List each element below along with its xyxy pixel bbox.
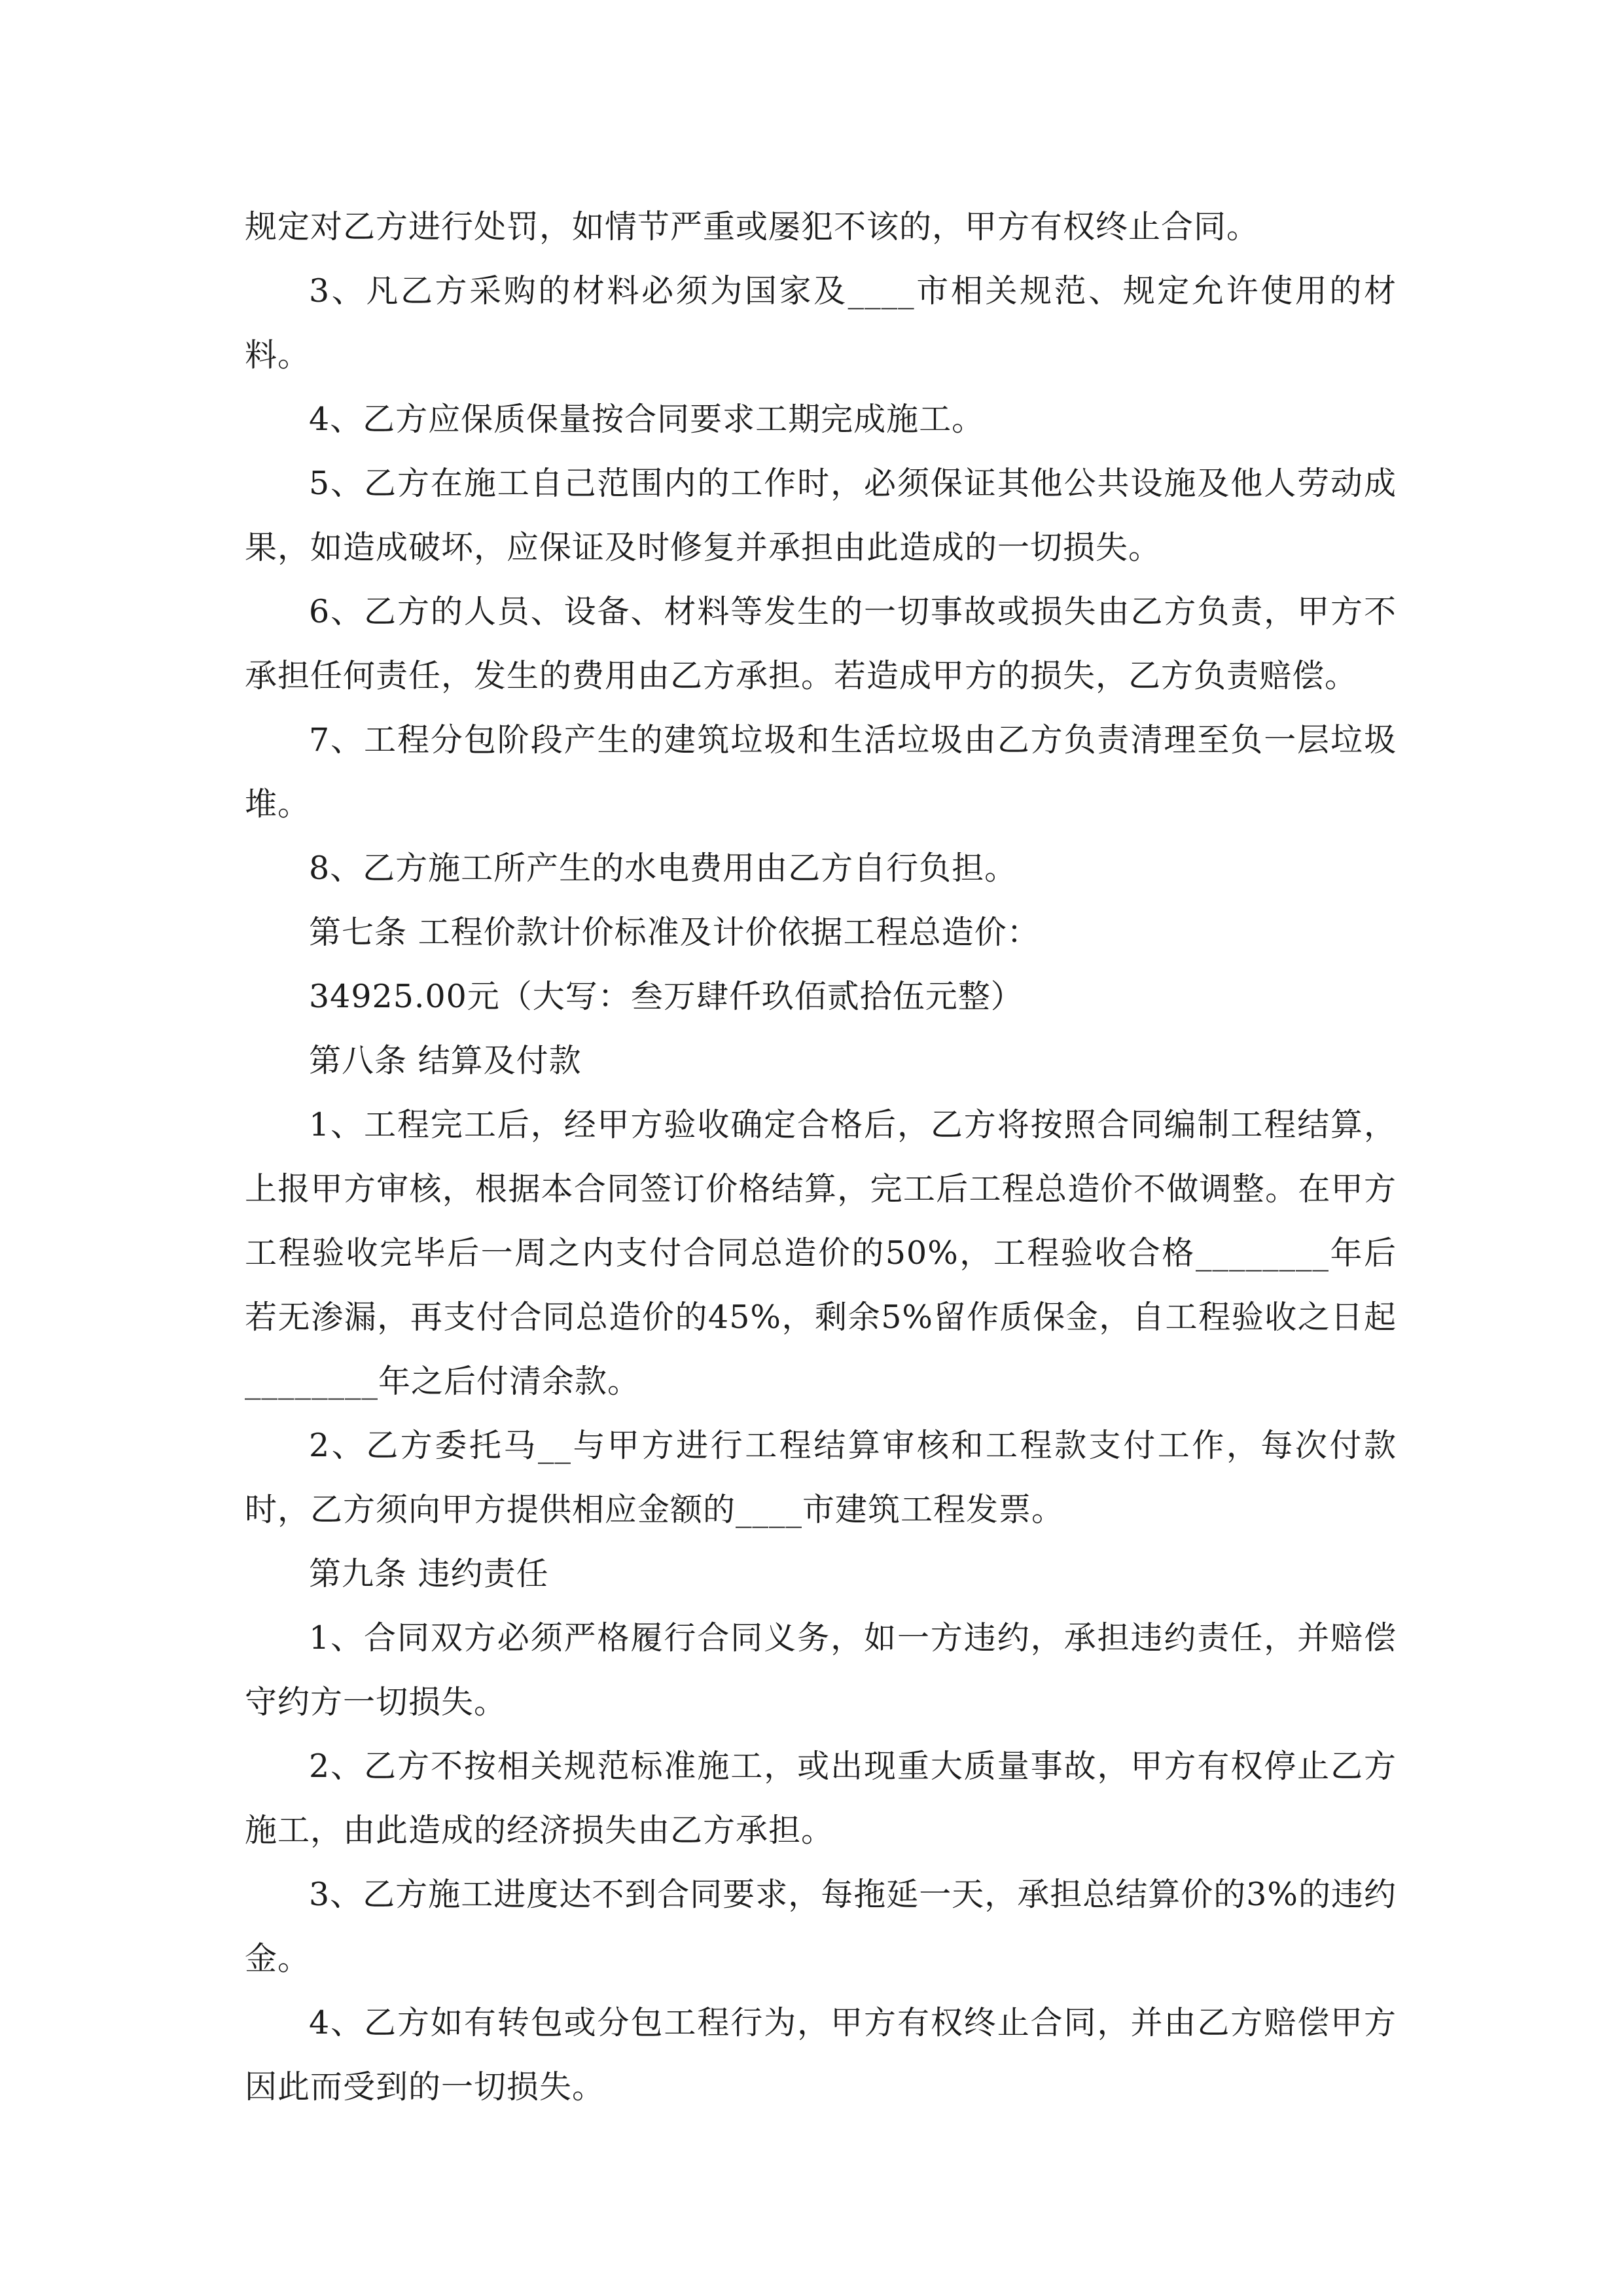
heading-article-7: 第七条 工程价款计价标准及计价依据工程总造价： xyxy=(309,914,1040,951)
paragraph-penalty-continuation: 规定对乙方进行处罚，如情节严重或屡犯不该的，甲方有权终止合同。 xyxy=(245,208,1260,245)
paragraph-clause-7-waste: 7、工程分包阶段产生的建筑垃圾和生活垃圾由乙方负责清理至负一层垃圾堆。 xyxy=(245,721,1397,823)
paragraph-settlement-1: 1、工程完工后，经甲方验收确定合格后，乙方将按照合同编制工程结算，上报甲方审核，根据本合同签订价格结算，完工后工程总造价不做调整。在甲方工程验收完毕后一周之内支付合同总造价的50%，工程验收合格________年后若无渗漏，再支付合同总造价的45%，剩余5%留作质保金，自工程验收之日起________年之后付清余款。 xyxy=(245,1106,1397,1400)
paragraph-breach-4: 4、乙方如有转包或分包工程行为，甲方有权终止合同，并由乙方赔偿甲方因此而受到的一切损失。 xyxy=(245,2004,1397,2106)
paragraph-clause-3-materials: 3、凡乙方采购的材料必须为国家及____市相关规范、规定允许使用的材料。 xyxy=(245,272,1397,374)
paragraph-clause-4-quality: 4、乙方应保质保量按合同要求工期完成施工。 xyxy=(309,401,985,438)
paragraph-total-price: 34925.00元（大写：叁万肆仟玖佰贰拾伍元整） xyxy=(309,978,1024,1015)
heading-article-9: 第九条 违约责任 xyxy=(309,1555,549,1592)
heading-article-8: 第八条 结算及付款 xyxy=(309,1042,582,1079)
paragraph-breach-2: 2、乙方不按相关规范标准施工，或出现重大质量事故，甲方有权停止乙方施工，由此造成的经济损失由乙方承担。 xyxy=(245,1748,1397,1849)
paragraph-clause-5-protection: 5、乙方在施工自己范围内的工作时，必须保证其他公共设施及他人劳动成果，如造成破坏，应保证及时修复并承担由此造成的一切损失。 xyxy=(245,465,1397,566)
paragraph-breach-1: 1、合同双方必须严格履行合同义务，如一方违约，承担违约责任，并赔偿守约方一切损失。 xyxy=(245,1619,1397,1721)
paragraph-breach-3: 3、乙方施工进度达不到合同要求，每拖延一天，承担总结算价的3%的违约金。 xyxy=(245,1876,1397,1977)
paragraph-clause-6-liability: 6、乙方的人员、设备、材料等发生的一切事故或损失由乙方负责，甲方不承担任何责任，发生的费用由乙方承担。若造成甲方的损失，乙方负责赔偿。 xyxy=(245,593,1397,694)
document-body xyxy=(245,195,1397,2119)
paragraph-settlement-2: 2、乙方委托马__与甲方进行工程结算审核和工程款支付工作，每次付款时，乙方须向甲方提供相应金额的____市建筑工程发票。 xyxy=(245,1427,1397,1528)
paragraph-clause-8-utilities: 8、乙方施工所产生的水电费用由乙方自行负担。 xyxy=(309,850,1018,887)
